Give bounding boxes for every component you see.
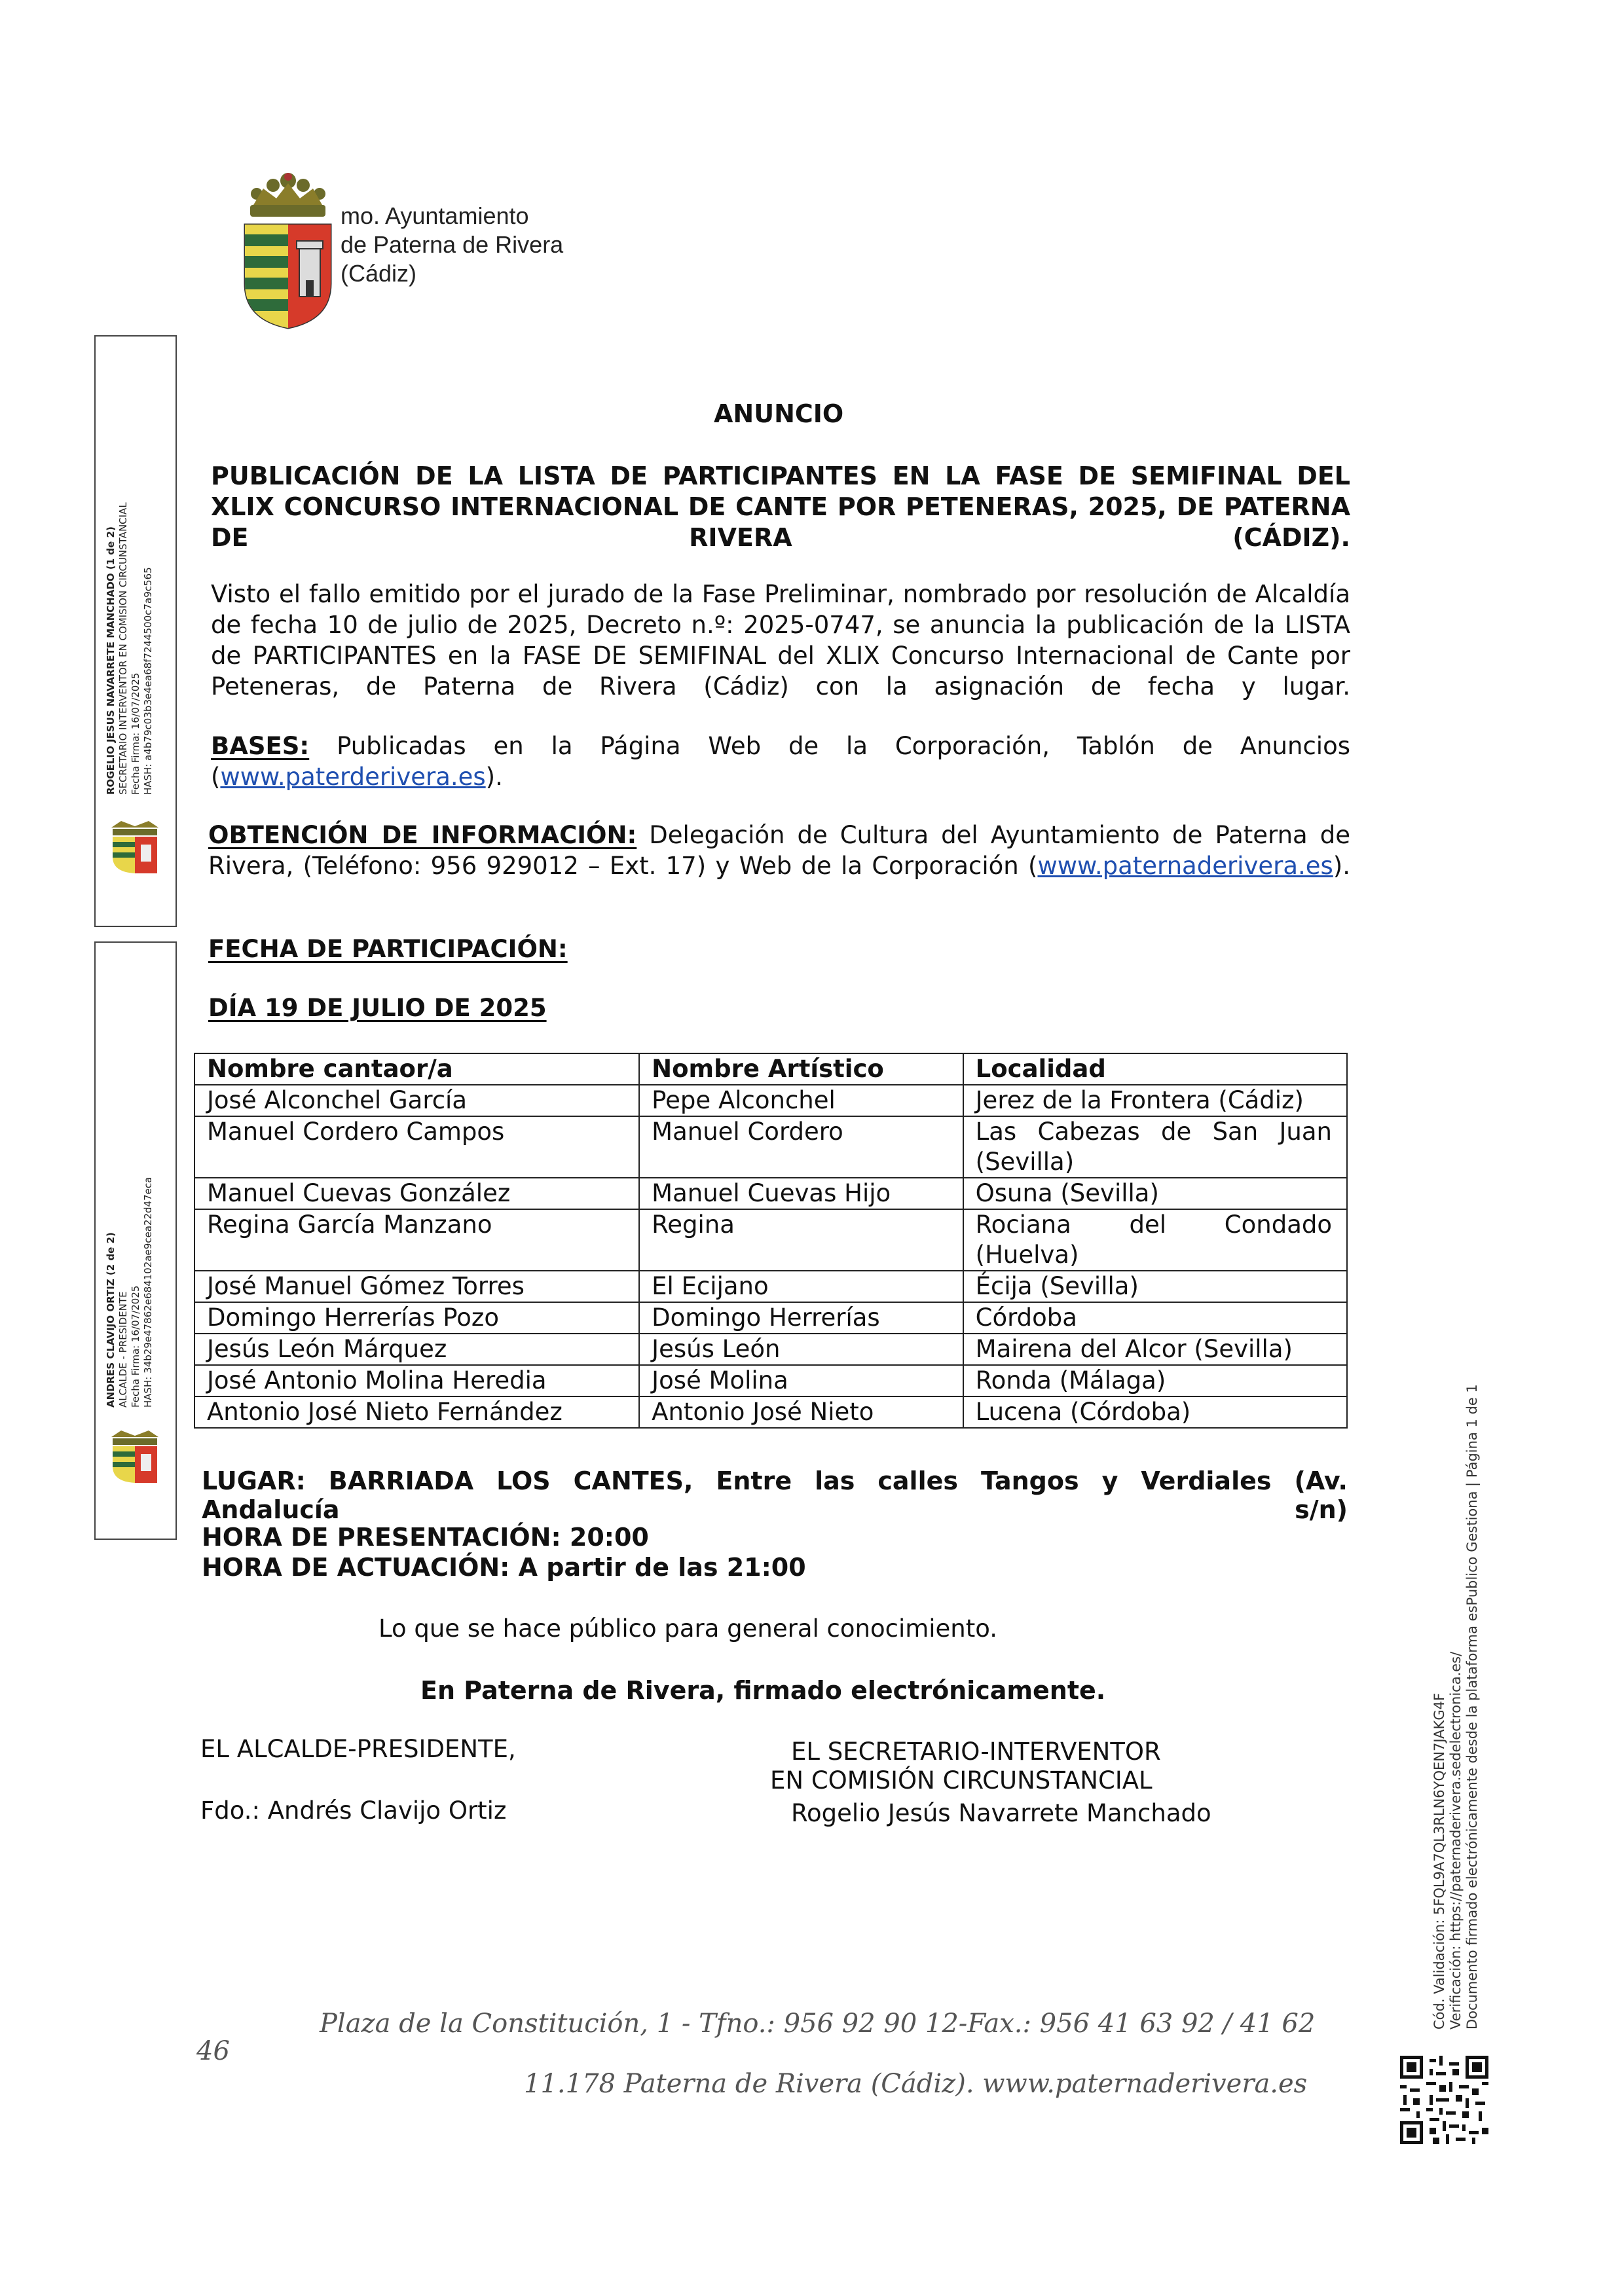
fecha-label: FECHA DE PARTICIPACIÓN:: [208, 935, 568, 963]
venue-presentacion: HORA DE PRESENTACIÓN: 20:00: [202, 1523, 649, 1552]
signature-date: Fecha Firma: 16/07/2025: [130, 672, 141, 795]
signature-text-mayor: [105, 1093, 170, 1408]
qr-code-icon[interactable]: [1400, 2056, 1488, 2144]
table-row: [194, 1302, 1347, 1334]
table-row: [194, 1396, 1347, 1428]
cell-artistic: Jesús León: [639, 1334, 963, 1365]
signer-right-role2: EN COMISIÓN CIRCUNSTANCIAL: [770, 1766, 1153, 1795]
signer-right-name: Rogelio Jesús Navarrete Manchado: [791, 1799, 1211, 1827]
document-title: PUBLICACIÓN DE LA LISTA DE PARTICIPANTES EN LA FASE DE SEMIFINAL DEL XLIX CONCURSO INTERNACIONAL DE CANTE POR PETENERAS, 2025, DE PATERNA DE RIVERA (CÁDIZ).: [211, 462, 1350, 552]
venue-actuacion: HORA DE ACTUACIÓN: A partir de las 21:00: [202, 1553, 806, 1582]
footer-city: 11.178 Paterna de Rivera (Cádiz). www.paternaderivera.es: [524, 2069, 1308, 2099]
cell-name: José Manuel Gómez Torres: [194, 1271, 639, 1302]
cell-artistic: Antonio José Nieto: [639, 1396, 963, 1428]
info-paragraph: [208, 820, 1350, 881]
table-row: [194, 1271, 1347, 1302]
signer-left-role: EL ALCALDE-PRESIDENTE,: [200, 1735, 516, 1763]
signature-crest-icon: [105, 821, 165, 873]
cell-name: Antonio José Nieto Fernández: [194, 1396, 639, 1428]
cell-locality: Córdoba: [963, 1302, 1347, 1334]
table-row: [194, 1334, 1347, 1365]
verification-platform: Documento firmado electrónicamente desde la plataforma esPublico Gestiona | Página 1 de 1: [1464, 1384, 1480, 2030]
info-website-link[interactable]: www.paternaderivera.es: [1037, 852, 1333, 880]
cell-artistic: José Molina: [639, 1365, 963, 1396]
info-end: ).: [1333, 852, 1350, 880]
signer-name: ANDRES CLAVIJO ORTIZ (2 de 2): [105, 1232, 117, 1408]
signature-hash: HASH: a4b79c03b3e4ea68f7244500c7a9c565: [142, 567, 154, 795]
bases-paragraph: [211, 731, 1350, 792]
bases-website-link[interactable]: www.paterderivera.es: [220, 763, 486, 791]
cell-name: Regina García Manzano: [194, 1209, 639, 1271]
table-row: [194, 1116, 1347, 1178]
bases-text: Publicadas en la Página Web de la Corporación, Tablón de Anuncios (: [211, 732, 1350, 791]
cell-locality: Las Cabezas de San Juan (Sevilla): [963, 1116, 1347, 1178]
signature-box-mayor: [94, 941, 177, 1540]
signer-name: ROGELIO JESUS NAVARRETE MANCHADO (1 de 2): [105, 526, 117, 795]
footer-address: Plaza de la Constitución, 1 - Tfno.: 956 92 90 12-Fax.: 956 41 63 92 / 41 62: [320, 2009, 1316, 2039]
cell-artistic: Domingo Herrerías: [639, 1302, 963, 1334]
table-row: [194, 1085, 1347, 1116]
closing-firmado: En Paterna de Rivera, firmado electrónicamente.: [420, 1676, 1106, 1705]
cell-name: Domingo Herrerías Pozo: [194, 1302, 639, 1334]
cell-artistic: Regina: [639, 1209, 963, 1271]
verification-note: [1431, 1375, 1504, 2030]
signer-role: ALCALDE - PRESIDENTE: [117, 1291, 129, 1408]
footer-page-number: 46: [196, 2036, 230, 2066]
column-header-name: Nombre cantaor/a: [194, 1053, 639, 1085]
bases-end: ).: [485, 763, 503, 791]
header-municipality-line2: de Paterna de Rivera: [341, 231, 564, 258]
table-row: [194, 1209, 1347, 1271]
bases-label: BASES:: [211, 732, 310, 760]
signature-date: Fecha Firma: 16/07/2025: [130, 1285, 141, 1408]
dia-label: DÍA 19 DE JULIO DE 2025: [208, 994, 547, 1022]
verification-url: Verificación: https://paternaderivera.sedelectronica.es/: [1448, 1651, 1464, 2030]
table-header-row: [194, 1053, 1347, 1085]
coat-of-arms-logo: [237, 169, 339, 329]
cell-locality: Rociana del Condado (Huelva): [963, 1209, 1347, 1271]
column-header-artistic: Nombre Artístico: [639, 1053, 963, 1085]
cell-name: Manuel Cuevas González: [194, 1178, 639, 1209]
verification-code: Cód. Validación: 5FQL9A7QL3RLN6YQEN7JAKG4F: [1431, 1692, 1447, 2030]
column-header-locality: Localidad: [963, 1053, 1347, 1085]
cell-locality: Mairena del Alcor (Sevilla): [963, 1334, 1347, 1365]
signature-box-secretary: [94, 335, 177, 927]
header-municipality-line1: mo. Ayuntamiento: [341, 202, 529, 229]
header-municipality-line3: (Cádiz): [341, 260, 417, 287]
venue-lugar: LUGAR: BARRIADA LOS CANTES, Entre las calles Tangos y Verdiales (Av. Andalucía s/n): [202, 1467, 1348, 1524]
cell-name: Jesús León Márquez: [194, 1334, 639, 1365]
cell-name: José Alconchel García: [194, 1085, 639, 1116]
signature-crest-icon: [105, 1430, 165, 1483]
cell-name: José Antonio Molina Heredia: [194, 1365, 639, 1396]
signer-right-role1: EL SECRETARIO-INTERVENTOR: [791, 1738, 1161, 1766]
intro-paragraph: Visto el fallo emitido por el jurado de la Fase Preliminar, nombrado por resolución de Alcaldía de fecha 10 de julio de 2025, Decreto n.º: 2025-0747, se anuncia la publicación de la LISTA de PARTICIPANTES en la FASE DE SEMIFINAL del XLIX Concurso Internacional de Cante por Peteneras, de Paterna de Rivera (Cádiz) con la asignación de fecha y lugar.: [211, 580, 1350, 701]
cell-artistic: Manuel Cordero: [639, 1116, 963, 1178]
cell-locality: Lucena (Córdoba): [963, 1396, 1347, 1428]
cell-artistic: El Ecijano: [639, 1271, 963, 1302]
info-text: Delegación de Cultura del Ayuntamiento de Paterna de Rivera, (Teléfono: 956 929012 – Ext. 17) y Web de la Corporación (: [208, 821, 1350, 880]
table-row: [194, 1178, 1347, 1209]
cell-artistic: Pepe Alconchel: [639, 1085, 963, 1116]
participants-table: [194, 1053, 1348, 1429]
cell-artistic: Manuel Cuevas Hijo: [639, 1178, 963, 1209]
cell-locality: Jerez de la Frontera (Cádiz): [963, 1085, 1347, 1116]
cell-name: Manuel Cordero Campos: [194, 1116, 639, 1178]
cell-locality: Écija (Sevilla): [963, 1271, 1347, 1302]
info-label: OBTENCIÓN DE INFORMACIÓN:: [208, 821, 637, 849]
signer-left-name: Fdo.: Andrés Clavijo Ortiz: [200, 1796, 507, 1825]
document-heading: ANUNCIO: [714, 399, 844, 428]
cell-locality: Osuna (Sevilla): [963, 1178, 1347, 1209]
table-row: [194, 1365, 1347, 1396]
closing-publico: Lo que se hace público para general conocimiento.: [378, 1614, 998, 1643]
signature-text-secretary: [105, 350, 170, 795]
signer-role: SECRETARIO INTERVENTOR EN COMISION CIRCUNSTANCIAL: [117, 502, 129, 795]
signature-hash: HASH: 34b29e47862e684102ae9cea22d47eca: [142, 1176, 154, 1408]
cell-locality: Ronda (Málaga): [963, 1365, 1347, 1396]
